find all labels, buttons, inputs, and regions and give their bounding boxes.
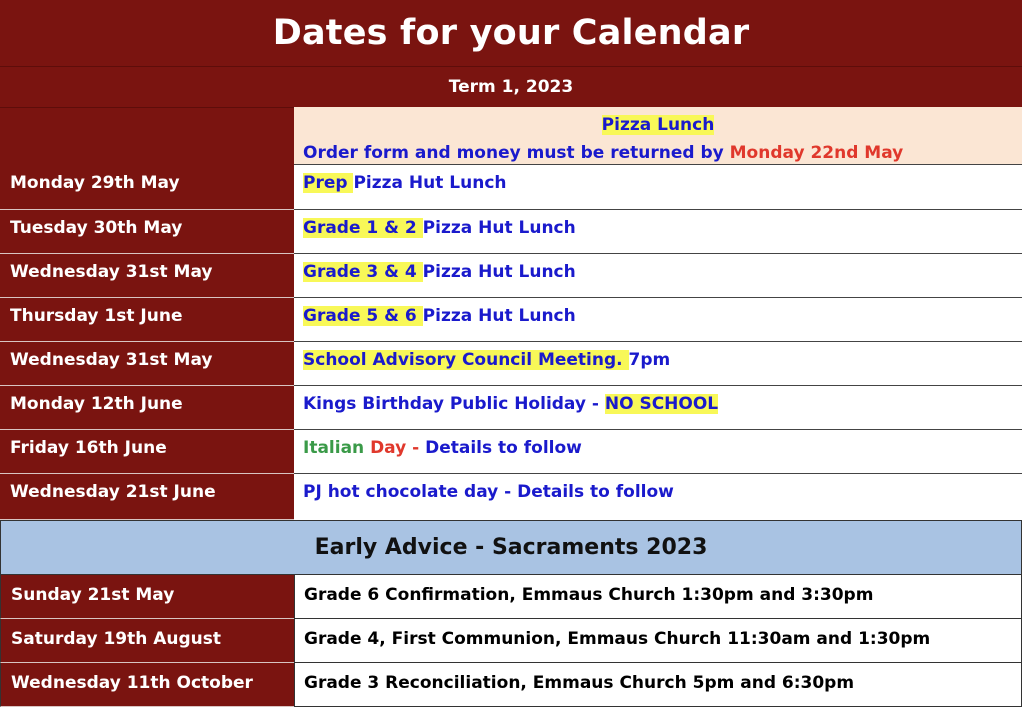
sacrament-date: Wednesday 11th October (0, 663, 294, 707)
header-left-blank (0, 107, 294, 165)
event-detail: Grade 1 & 2 Pizza Hut Lunch (294, 210, 1022, 254)
sacraments-heading: Early Advice - Sacraments 2023 (0, 520, 1022, 575)
event-date: Wednesday 21st June (0, 474, 294, 520)
sacrament-date: Saturday 19th August (0, 619, 294, 663)
pizza-title: Pizza Lunch (601, 115, 715, 135)
event-detail: Italian Day - Details to follow (294, 430, 1022, 474)
event-detail: Kings Birthday Public Holiday - NO SCHOOL (294, 386, 1022, 430)
event-date: Wednesday 31st May (0, 342, 294, 386)
event-detail: School Advisory Council Meeting. 7pm (294, 342, 1022, 386)
term-label: Term 1, 2023 (0, 66, 1022, 107)
sacrament-detail: Grade 6 Confirmation, Emmaus Church 1:30pm and 3:30pm (294, 575, 1022, 619)
order-deadline: Monday 22nd May (729, 143, 904, 163)
event-detail: Prep Pizza Hut Lunch (294, 165, 1022, 210)
event-date: Friday 16th June (0, 430, 294, 474)
pizza-order-note: Order form and money must be returned by Monday 22nd May (303, 143, 904, 163)
event-date: Monday 12th June (0, 386, 294, 430)
event-detail: PJ hot chocolate day - Details to follow (303, 482, 674, 502)
sacrament-date: Sunday 21st May (0, 575, 294, 619)
sacrament-detail: Grade 4, First Communion, Emmaus Church 11:30am and 1:30pm (294, 619, 1022, 663)
event-date: Wednesday 31st May (0, 254, 294, 298)
page-title: Dates for your Calendar (0, 0, 1022, 66)
pizza-lunch-header (294, 107, 1022, 165)
event-date: Tuesday 30th May (0, 210, 294, 254)
sacrament-detail: Grade 3 Reconciliation, Emmaus Church 5pm and 6:30pm (294, 663, 1022, 707)
event-date: Monday 29th May (0, 165, 294, 210)
event-date: Thursday 1st June (0, 298, 294, 342)
event-detail: Grade 3 & 4 Pizza Hut Lunch (294, 254, 1022, 298)
event-detail: Grade 5 & 6 Pizza Hut Lunch (294, 298, 1022, 342)
